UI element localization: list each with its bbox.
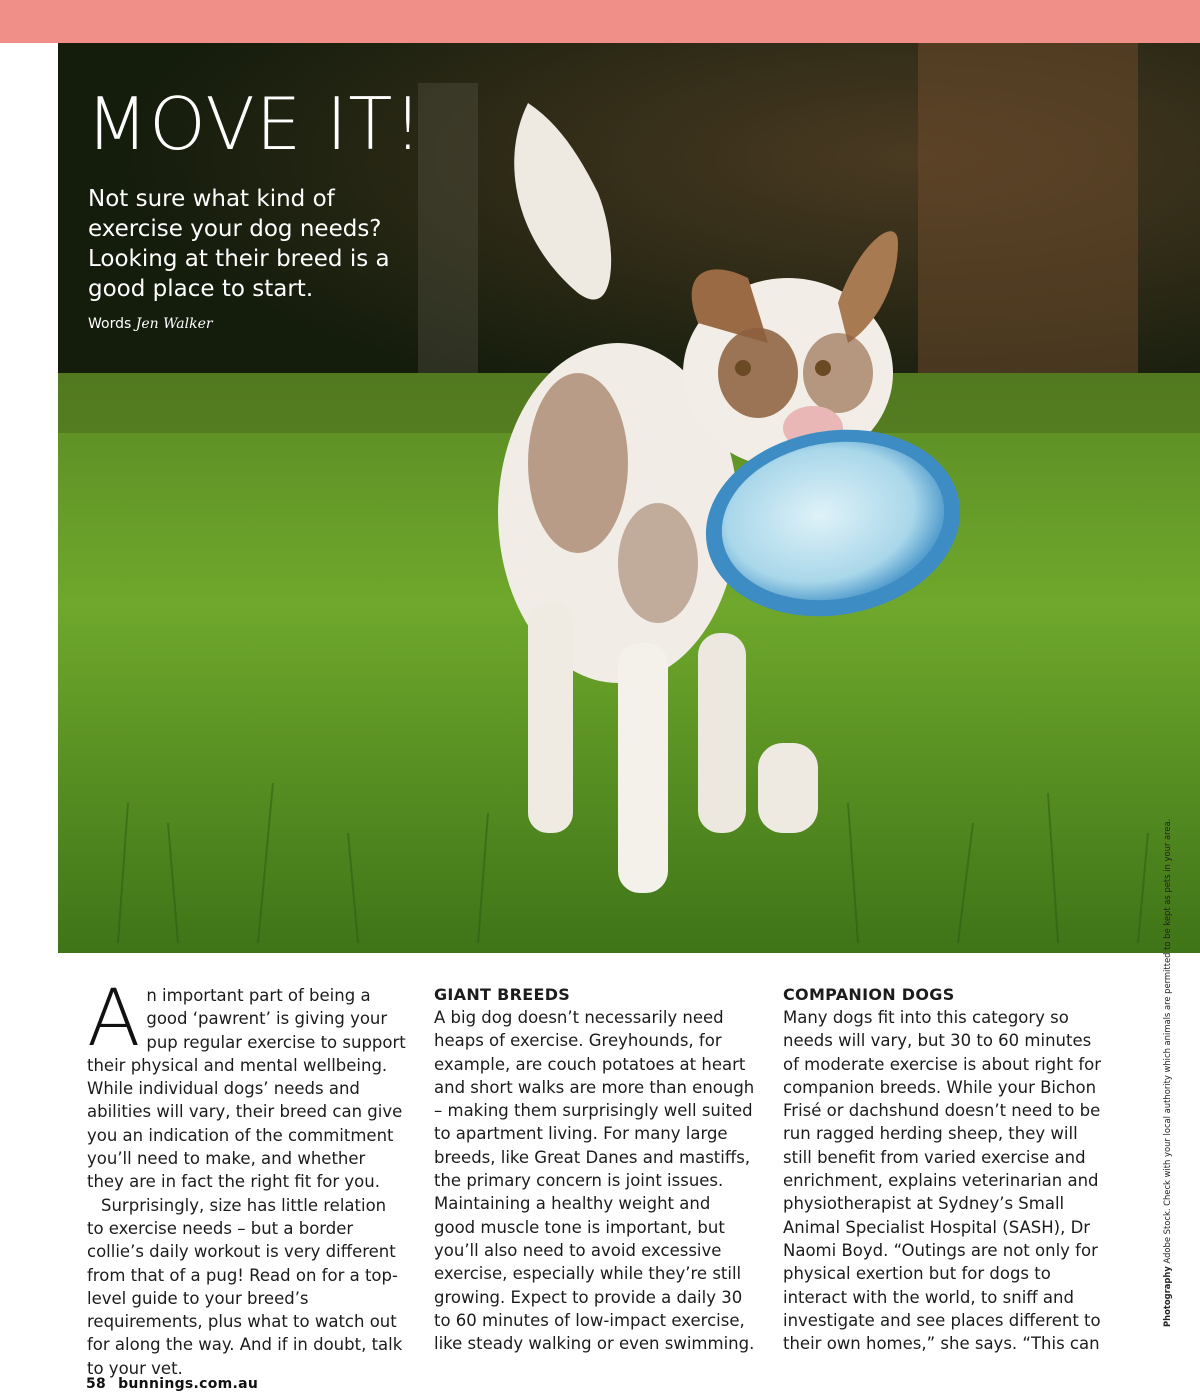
byline-prefix: Words [88, 316, 132, 332]
section-heading-companion-dogs: COMPANION DOGS [783, 985, 955, 1004]
intro-paragraph [87, 974, 407, 1194]
paragraph: Many dogs fit into this category so needs will vary, but 30 to 60 minutes of moderate exercise is about right for companion breeds. While your Bichon Frisé or dachshund doesn’t need to be run ragged herding sheep, they will still benefit from varied exercise and enrichment, explains veterinarian and physiotherapist at Sydney’s Small Animal Specialist Hospital (SASH), Dr Naomi Boyd. “Outings are not only for physical exertion but for dogs to interact with the world, to sniff and investigate and see places different to their own homes,” she says. “This can [783, 1008, 1102, 1354]
drop-cap: A [87, 974, 141, 1064]
credit-body: Adobe Stock. Check with your local authority which animals are permitted to be kept as pets in your area. [1162, 818, 1172, 1264]
page-number: 58 [86, 1376, 107, 1392]
top-color-band [0, 0, 1200, 43]
paragraph: A big dog doesn’t necessarily need heaps of exercise. Greyhounds, for example, are couch potatoes at heart and short walks are more than enough – making them surprisingly well suited to apartment living. For many large breeds, like Great Danes and mastiffs, the primary concern is joint issues. Maintaining a healthy weight and good muscle tone is important, but you’ll also need to avoid excessive exercise, especially while they’re still growing. Expect to provide a daily 30 to 60 minutes of low-impact exercise, like steady walking or even swimming. [434, 1008, 755, 1354]
hero-photo [58, 43, 1200, 953]
article-column-3 [783, 984, 1105, 1355]
section-heading-giant-breeds: GIANT BREEDS [434, 985, 571, 1004]
page-footer [86, 1376, 258, 1392]
photo-credit [1162, 818, 1176, 1327]
article-column-1 [87, 974, 407, 1380]
footer-site: bunnings.com.au [118, 1376, 259, 1392]
article-column-2 [434, 984, 756, 1355]
byline [88, 316, 213, 332]
paragraph: Surprisingly, size has little relation to exercise needs – but a border collie’s daily workout is very different from that of a pug! Read on for a top-level guide to your breed’s requirements, plus what to watch out for along the way. And if in doubt, talk to your vet. [87, 1195, 403, 1378]
photo-credit-text [1162, 818, 1172, 1327]
byline-author: Jen Walker [135, 316, 213, 332]
page-title: MOVE IT! [86, 82, 424, 166]
dog-frisbee-illustration [58, 43, 1200, 953]
credit-label: Photography [1162, 1266, 1172, 1327]
intro-text: n important part of being a good ‘pawrent’ is giving your pup regular exercise to support their physical and mental wellbeing. While individual dogs’ needs and abilities will vary, their breed can give you an indication of the commitment you’ll need to make, and whether they are in fact the right fit for you. [87, 986, 406, 1192]
standfirst: Not sure what kind of exercise your dog needs? Looking at their breed is a good place to start. [88, 186, 390, 302]
